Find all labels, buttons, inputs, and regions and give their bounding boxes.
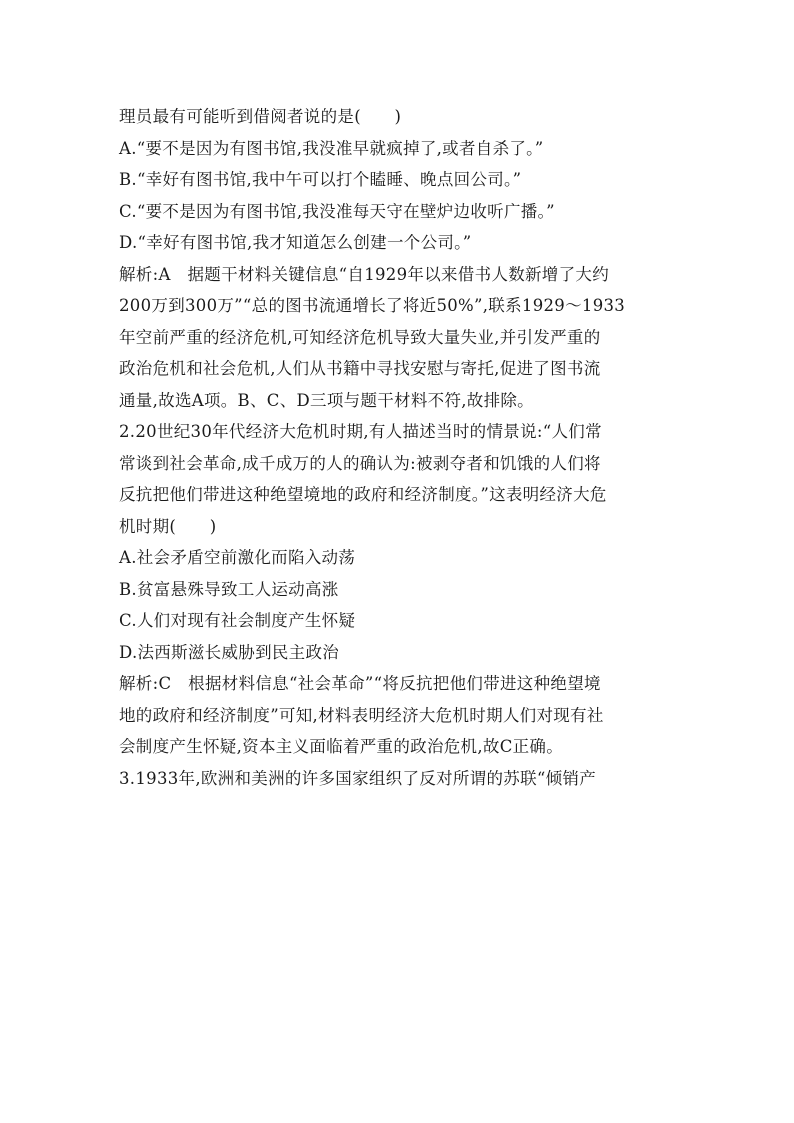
q2-option-c: C.人们对现有社会制度产生怀疑 <box>119 611 356 630</box>
q2-analysis-line: 会制度产生怀疑,资本主义面临着严重的政治危机,故C正确。 <box>119 737 564 756</box>
q2-option-d: D.法西斯滋长威胁到民主政治 <box>119 642 340 662</box>
q1-option-d: D.“幸好有图书馆,我才知道怎么创建一个公司。” <box>119 233 472 252</box>
q2-stem-line: 机时期( ) <box>119 516 217 536</box>
q2-stem-line: 常谈到社会革命,成千成万的人的确认为:被剥夺者和饥饿的人们将 <box>119 453 601 473</box>
q2-analysis-line: 解析:C 根据材料信息“社会革命”“将反抗把他们带进这种绝望境 <box>119 674 601 693</box>
q1-analysis-line: 解析:A 据题干材料关键信息“自1929年以来借书人数新增了大约 <box>119 264 610 284</box>
q1-option-a: A.“要不是因为有图书馆,我没准早就疯掉了,或者自杀了。” <box>119 138 544 158</box>
q1-analysis-line: 通量,故选A项。B、C、D三项与题干材料不符,故排除。 <box>119 390 534 410</box>
q1-option-b: B.“幸好有图书馆,我中午可以打个瞌睡、晚点回公司。” <box>119 170 522 189</box>
q1-stem-tail: 理员最有可能听到借阅者说的是( ) <box>119 107 402 126</box>
q2-option-b: B.贫富悬殊导致工人运动高涨 <box>119 579 339 599</box>
q1-analysis-line: 200万到300万”“总的图书流通增长了将近50%”,联系1929～1933 <box>119 296 626 315</box>
document-page <box>119 104 679 797</box>
q1-analysis-line: 政治危机和社会危机,人们从书籍中寻找安慰与寄托,促进了图书流 <box>119 359 601 378</box>
q2-analysis-line: 地的政府和经济制度”可知,材料表明经济大危机时期人们对现有社 <box>119 705 604 725</box>
q1-analysis-line: 年空前严重的经济危机,可知经济危机导致大量失业,并引发严重的 <box>119 327 601 347</box>
q1-option-c: C.“要不是因为有图书馆,我没准每天守在壁炉边收听广播。” <box>119 201 555 221</box>
q2-stem-line: 2.20世纪30年代经济大危机时期,有人描述当时的情景说:“人们常 <box>119 422 602 441</box>
q3-stem-line: 3.1933年,欧洲和美洲的许多国家组织了反对所谓的苏联“倾销产 <box>119 768 597 788</box>
q2-option-a: A.社会矛盾空前激化而陷入动荡 <box>119 548 356 567</box>
q2-stem-line: 反抗把他们带进这种绝望境地的政府和经济制度。”这表明经济大危 <box>119 485 607 504</box>
